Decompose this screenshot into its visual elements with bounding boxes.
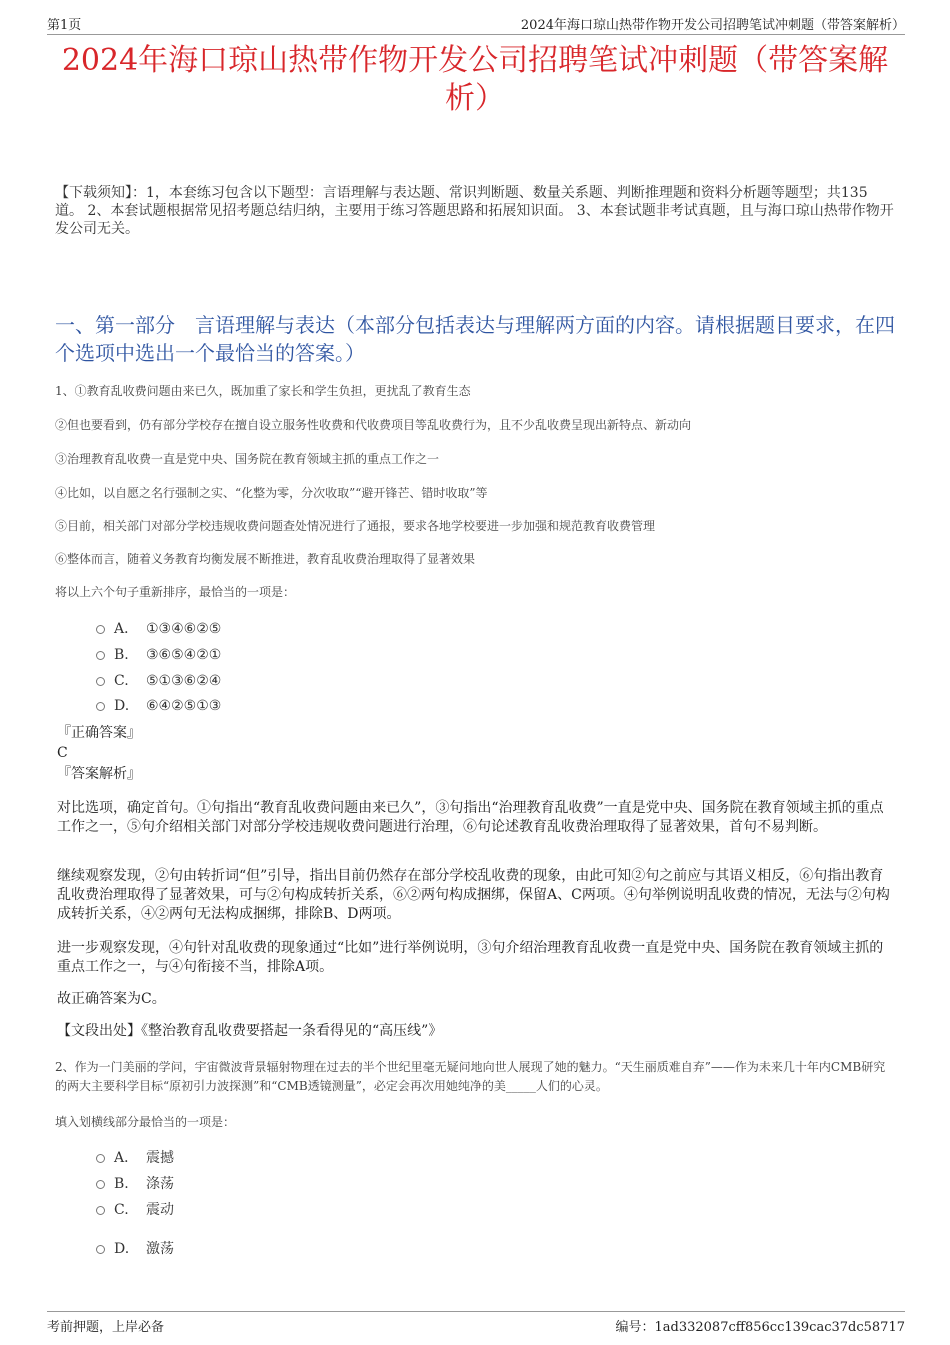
q1-sentence-5: ⑤目前，相关部门对部分学校违规收费问题查处情况进行了通报，要求各地学校要进一步加强和规范教育收费管理 [55,519,656,533]
q1-option-c[interactable] [96,672,221,690]
analysis-paragraph-2: 继续观察发现，②句由转折词“但”引导，指出目前仍然存在部分学校乱收费的现象，由此可知②句之前应与其语义相反，⑥句指出教育乱收费治理取得了显著效果，可与②句构成转折关系，⑥②两句构成捆绑，保留A、C两项。④句举例说明乱收费的情况，无法与②句构成转折关系，④②两句无法构成捆绑，排除B、D两项。 [57,868,890,922]
fill-blank: _____ [505,1079,536,1093]
option-text: 震动 [146,1202,174,1218]
radio-icon[interactable] [96,1154,105,1163]
q2-stem-end: 人们的心灵。 [535,1079,608,1093]
radio-icon[interactable] [96,677,105,686]
q2-option-d[interactable] [96,1240,174,1258]
document-title: 2024年海口琼山热带作物开发公司招聘笔试冲刺题（带答案解析） [61,43,889,116]
section-heading: 一、第一部分 言语理解与表达（本部分包括表达与理解两方面的内容。请根据题目要求，在四个选项中选出一个最恰当的答案。） [55,313,895,365]
q1-option-d[interactable] [96,697,221,715]
option-key: D. [114,698,130,714]
analysis-label: 『答案解析』 [57,766,141,782]
option-text: ①③④⑥②⑤ [146,621,222,637]
page-number: 第1页 [47,18,82,33]
option-key: B. [114,647,129,663]
q1-sentence-3: ③治理教育乱收费一直是党中央、国务院在教育领域主抓的重点工作之一 [55,452,440,466]
radio-icon[interactable] [96,651,105,660]
q1-prompt: 将以上六个句子重新排序，最恰当的一项是： [55,585,296,599]
option-text: ⑤①③⑥②④ [146,673,222,689]
option-key: A． [114,1150,139,1166]
q2-prompt: 填入划横线部分最恰当的一项是： [55,1115,236,1129]
radio-icon[interactable] [96,702,105,711]
radio-icon[interactable] [96,1180,105,1189]
option-key: A． [114,621,139,637]
answer-value: C [57,745,68,761]
q1-option-b[interactable] [96,646,221,664]
q1-sentence-4: ④比如，以自愿之名行强制之实、“化整为零，分次收取”“避开锋芒、错时收取”等 [55,486,488,500]
q2-option-c[interactable] [96,1201,174,1219]
option-text: 涤荡 [146,1176,174,1192]
document-id: 编号：1ad332087cff856cc139cac37dc58717 [615,1320,905,1335]
option-key: D. [114,1241,130,1257]
analysis-paragraph-3: 进一步观察发现，④句针对乱收费的现象通过“比如”进行举例说明，③句介绍治理教育乱收费一直是党中央、国务院在教育领域主抓的重点工作之一，与④句衔接不当，排除A项。 [57,940,884,975]
analysis-conclusion: 故正确答案为C。 [57,991,166,1007]
q2-option-a[interactable] [96,1149,174,1167]
q1-option-a[interactable] [96,620,221,638]
option-text: ③⑥⑤④②① [146,647,222,663]
q1-sentence-6: ⑥整体而言，随着义务教育均衡发展不断推进，教育乱收费治理取得了显著效果 [55,552,476,566]
option-key: B. [114,1176,129,1192]
header-doc-title: 2024年海口琼山热带作物开发公司招聘笔试冲刺题（带答案解析） [520,18,905,33]
page-header [47,12,905,35]
option-text: 激荡 [146,1241,174,1257]
q1-sentence-2: ②但也要看到，仍有部分学校存在擅自设立服务性收费和代收费项目等乱收费行为，且不少乱收费呈现出新特点、新动向 [55,418,692,432]
option-key: C. [114,1202,129,1218]
source-citation: 【文段出处】《整治教育乱收费要搭起一条看得见的“高压线”》 [57,1023,443,1039]
radio-icon[interactable] [96,1206,105,1215]
footer-slogan: 考前押题，上岸必备 [47,1320,165,1335]
option-key: C. [114,673,129,689]
analysis-paragraph-1: 对比选项，确定首句。①句指出“教育乱收费问题由来已久”，③句指出“治理教育乱收费”一直是党中央、国务院在教育领域主抓的重点工作之一，⑤句介绍相关部门对部分学校违规收费问题进行治理，⑥句论述教育乱收费治理取得了显著效果，首句不易判断。 [57,800,884,835]
answer-label: 『正确答案』 [57,725,141,741]
option-text: ⑥④②⑤①③ [146,698,222,714]
radio-icon[interactable] [96,625,105,634]
option-text: 震撼 [146,1150,174,1166]
radio-icon[interactable] [96,1245,105,1254]
q2-option-b[interactable] [96,1175,174,1193]
q2-stem-text: 2、作为一门美丽的学问，宇宙微波背景辐射物理在过去的半个世纪里毫无疑问地向世人展现了她的魅力。“天生丽质难自弃”——作为未来几十年内CMB研究的两大主要科学目标“原初引力波探测”和“CMB透镜测量”，必定会再次用她纯净的美 [55,1060,886,1093]
page-footer [47,1311,905,1338]
download-notice: 【下载须知】：1，本套练习包含以下题型：言语理解与表达题、常识判断题、数量关系题、判断推理题和资料分析题等题型；共135道。 2、本套试题根据常见招考题总结归纳，主要用于练习答题思路和拓展知识面。 3、本套试题非考试真题，且与海口琼山热带作物开发公司无关。 [55,185,894,237]
q1-sentence-1: 1、①教育乱收费问题由来已久，既加重了家长和学生负担，更扰乱了教育生态 [55,384,471,398]
q2-stem [55,1058,890,1096]
